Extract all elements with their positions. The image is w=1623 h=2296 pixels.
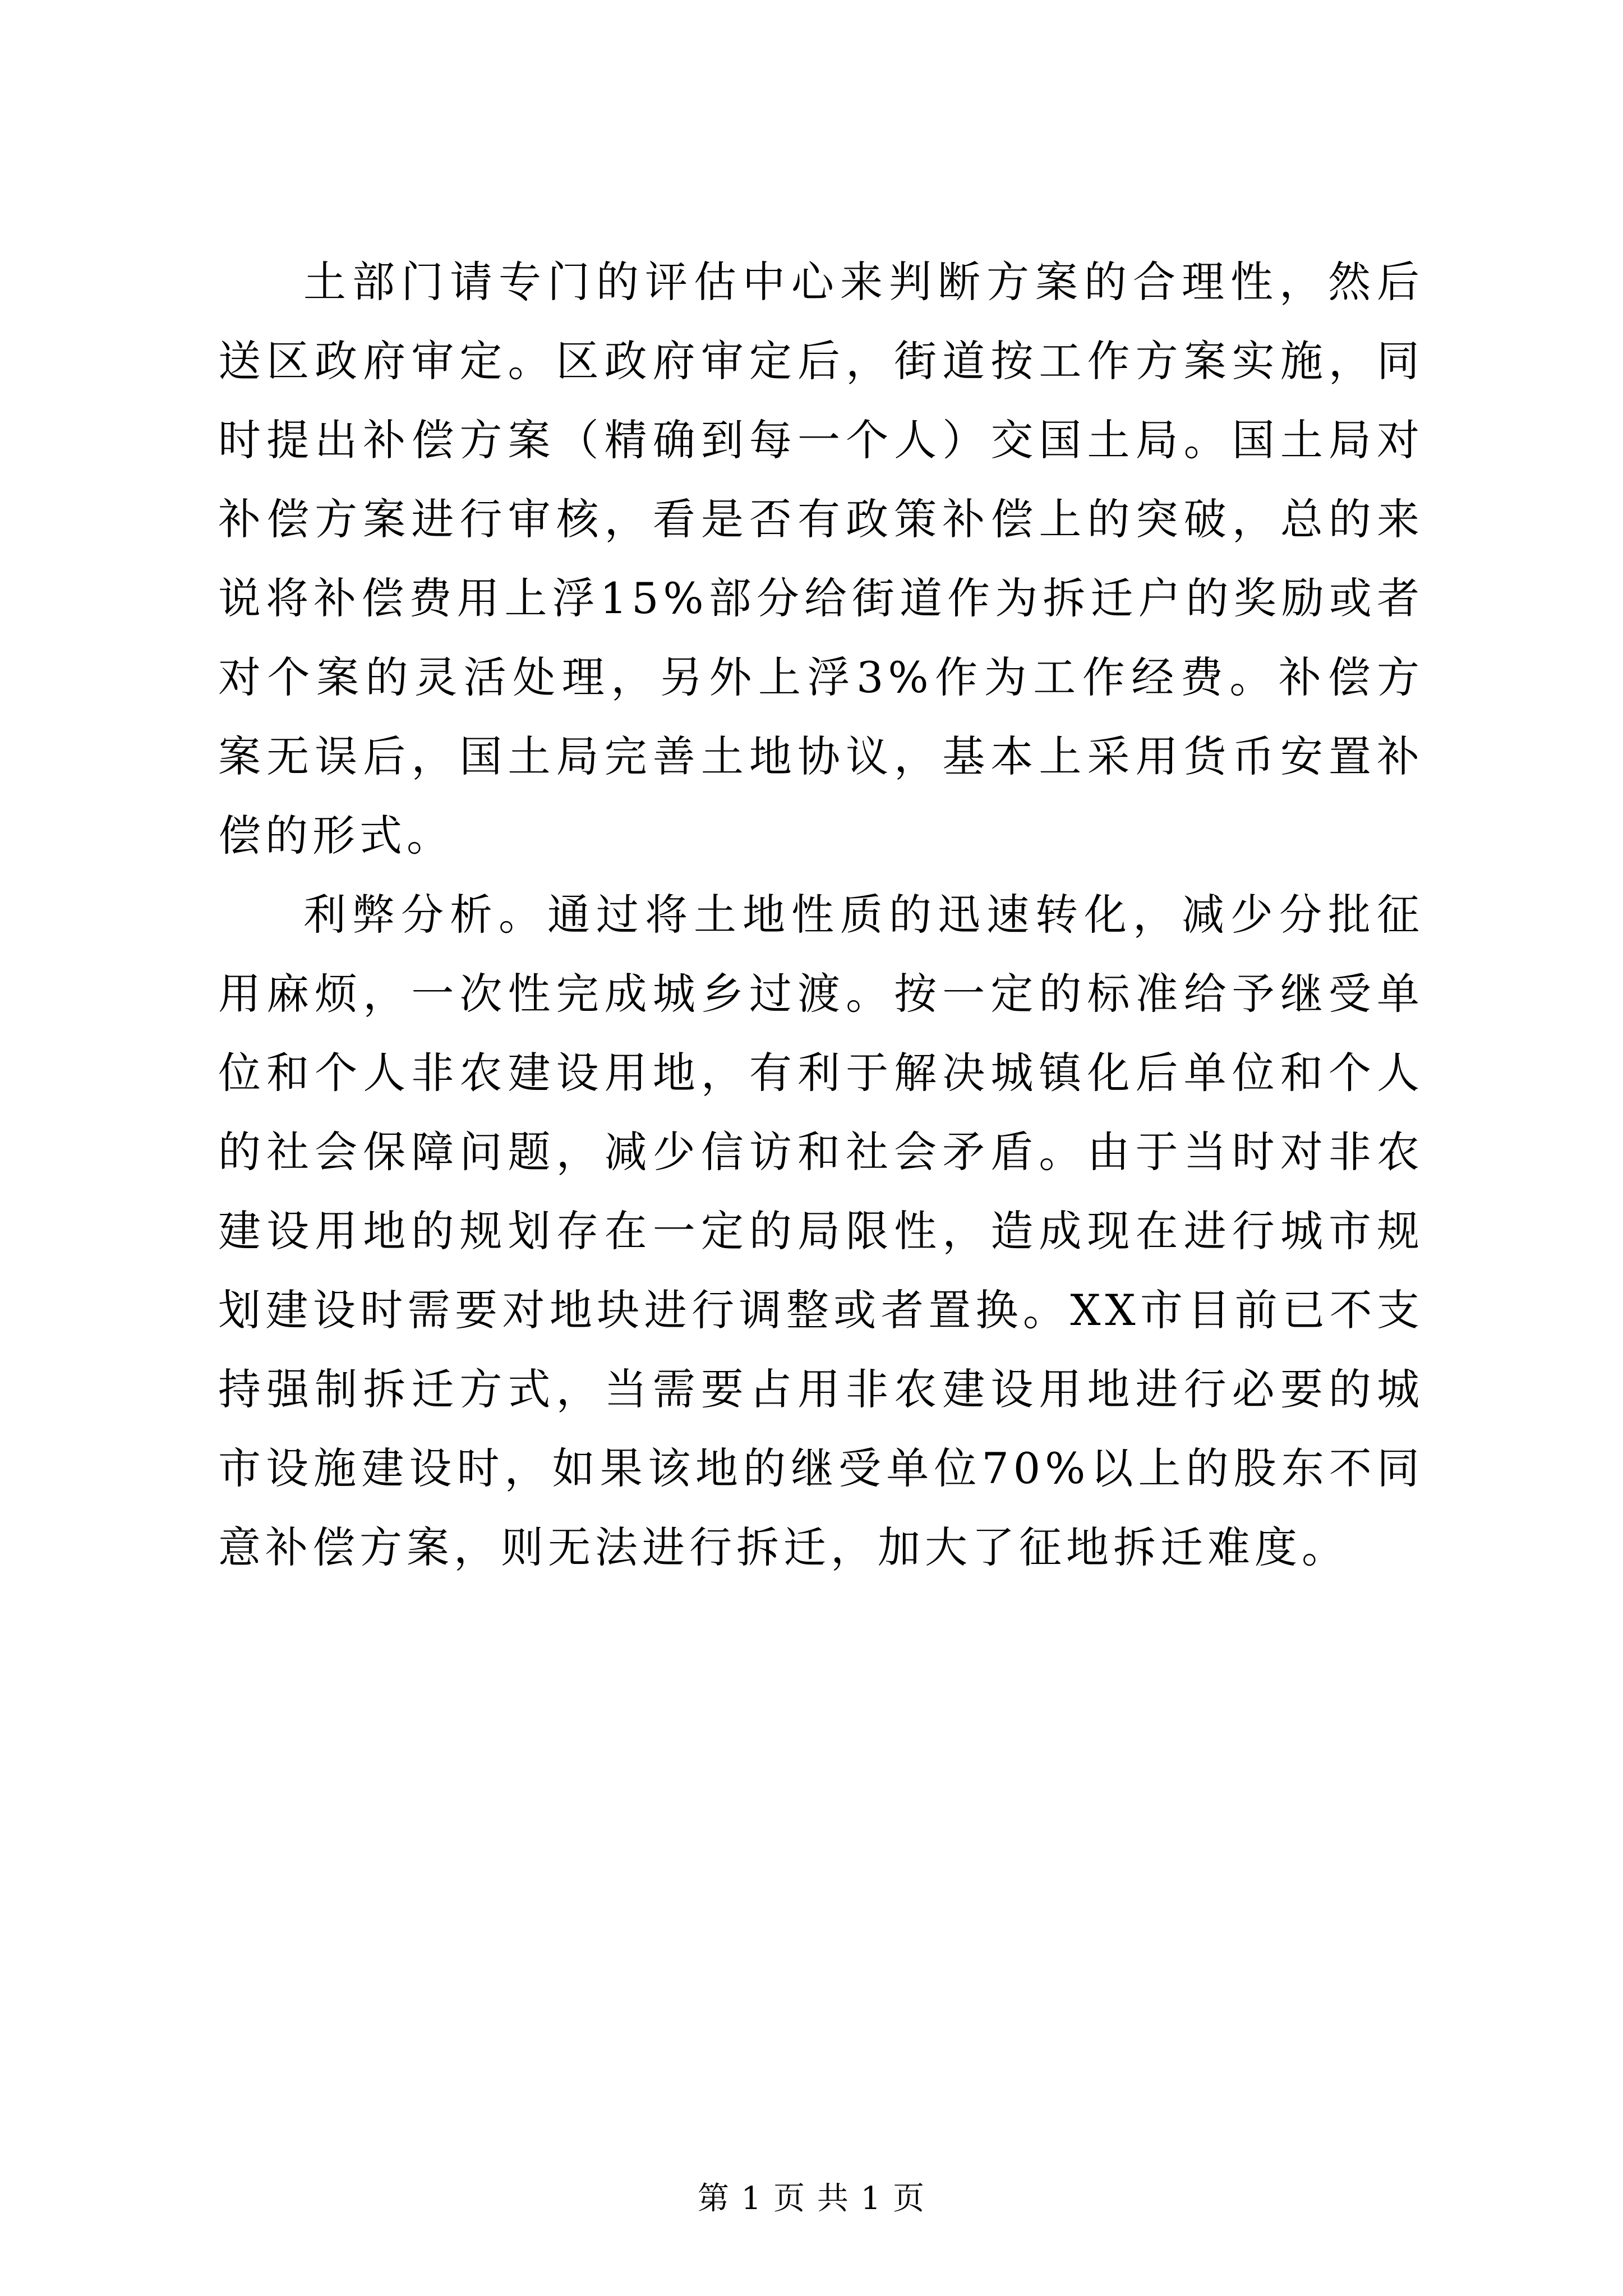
paragraph-compensation-procedure: 土部门请专门的评估中心来判断方案的合理性，然后送区政府审定。区政府审定后，街道按工作方案实施，同时提出补偿方案（精确到每一个人）交国土局。国土局对补偿方案进行审核，看是否有政策补偿上的突破，总的来说将补偿费用上浮15%部分给街道作为拆迁户的奖励或者对个案的灵活处理，另外上浮3%作为工作经费。补偿方案无误后，国土局完善土地协议，基本上采用货币安置补偿的形式。 [218,257,1424,861]
page-footer: 第 1 页 共 1 页 [697,2180,926,2217]
document-body [218,242,1424,1587]
paragraph-pros-cons-analysis: 利弊分析。通过将土地性质的迅速转化，减少分批征用麻烦，一次性完成城乡过渡。按一定的标准给予继受单位和个人非农建设用地，有利于解决城镇化后单位和个人的社会保障问题，减少信访和社会矛盾。由于当时对非农建设用地的规划存在一定的局限性，造成现在进行城市规划建设时需要对地块进行调整或者置换。XX市目前已不支持强制拆迁方式，当需要占用非农建设用地进行必要的城市设施建设时，如果该地的继受单位70%以上的股东不同意补偿方案，则无法进行拆迁，加大了征地拆迁难度。 [218,890,1424,1572]
